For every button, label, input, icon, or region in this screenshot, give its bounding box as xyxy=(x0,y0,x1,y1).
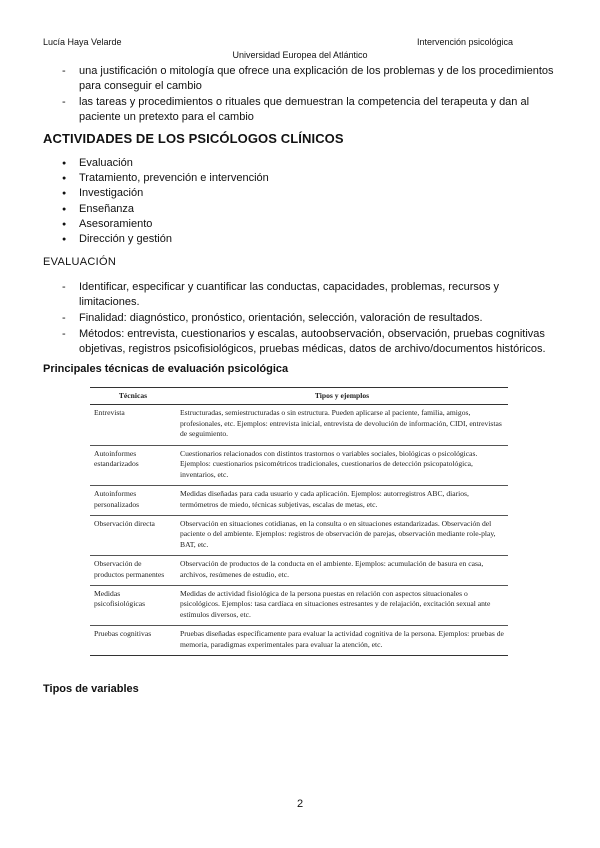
variables-heading: Tipos de variables xyxy=(43,683,139,695)
list-item: ● Asesoramiento xyxy=(62,217,269,232)
table-row xyxy=(90,515,508,556)
column-header-types: Tipos y ejemplos xyxy=(314,391,370,400)
description-cell: Observación de productos de la conducta en el ambiente. Ejemplos: acumulación de basura en casa, archivos, resúmenes de estudio, etc. xyxy=(180,559,484,579)
list-item: ● Investigación xyxy=(62,186,269,201)
technique-cell: Observación directa xyxy=(94,518,155,528)
technique-cell: Medidas psicofisiológicas xyxy=(94,588,146,609)
description-cell: Estructuradas, semiestructuradas o sin estructura. Pueden aplicarse al paciente, familia, amigos, profesionales, etc. Ejemplos: entrevista inicial, entrevista de devolución de información, CIDI, entrevistas de seguimiento. xyxy=(180,408,502,439)
evaluation-heading: EVALUACIÓN xyxy=(43,256,117,268)
list-item: - Finalidad: diagnóstico, pronóstico, orientación, selección, valoración de resultados. xyxy=(62,311,562,326)
list-item: ● Evaluación xyxy=(62,156,269,171)
header-university: Universidad Europea del Atlántico xyxy=(232,50,368,60)
list-item: ● Enseñanza xyxy=(62,202,269,217)
table-row xyxy=(90,556,508,585)
table-header-row xyxy=(90,388,508,405)
techniques-table-figure xyxy=(90,387,508,656)
description-cell: Pruebas diseñadas específicamente para evaluar la actividad cognitiva de la persona. Ejemplos: pruebas de memoria, paradigmas experimentales para evaluar la atención, etc. xyxy=(180,629,504,649)
column-header-technique: Técnicas xyxy=(118,391,148,400)
list-item: - Métodos: entrevista, cuestionarios y escalas, autoobservación, observación, pruebas cognitivas objetivas, registros psicofisiológicos, pruebas médicas, datos de archivo/documentos históricos. xyxy=(62,327,562,357)
technique-cell: Pruebas cognitivas xyxy=(94,629,152,639)
list-item: ● Tratamiento, prevención e intervención xyxy=(62,171,269,186)
technique-cell: Autoinformes estandarizados xyxy=(94,448,139,469)
activities-list xyxy=(62,156,269,247)
description-cell: Cuestionarios relacionados con distintos trastornos o variables sociales, biológicas o psicológicas. Ejemplos: cuestionarios psicométricos tradicionales, cuestionarios de detección psicopatológica, inventarios, etc. xyxy=(180,448,478,479)
description-cell: Medidas diseñadas para cada usuario y cada aplicación. Ejemplos: autorregistros ABC, diarios, termómetros de miedo, técnicas subjetivas, escalas de metas, etc. xyxy=(180,489,469,509)
evaluation-list xyxy=(62,280,562,358)
technique-cell: Entrevista xyxy=(94,408,125,418)
technique-cell: Observación de productos permanentes xyxy=(94,559,165,579)
activities-heading: ACTIVIDADES DE LOS PSICÓLOGOS CLÍNICOS xyxy=(43,131,344,146)
list-item: - las tareas y procedimientos o rituales que demuestran la competencia del terapeuta y dan al paciente un pretexto para el cambio xyxy=(62,95,562,125)
table-row xyxy=(90,486,508,515)
technique-cell: Autoinformes personalizados xyxy=(94,489,140,509)
description-cell: Medidas de actividad fisiológica de la persona puestas en relación con aspectos situacionales o psicológicos. Ejemplos: tasa cardíaca en situaciones estresantes y de relajación, excitación sexual ante estímulos diversos, etc. xyxy=(180,588,491,619)
list-item: ● Dirección y gestión xyxy=(62,232,269,247)
description-cell: Observación en situaciones cotidianas, en la consulta o en situaciones estandarizadas. Observación del paciente o del ambiente. Ejemplos: registros de observación de parejas, observación mediante role-play, BAT, etc. xyxy=(180,518,496,549)
header-subject: Intervención psicológica xyxy=(416,37,513,47)
header-author: Lucía Haya Velarde xyxy=(43,37,122,47)
techniques-heading: Principales técnicas de evaluación psicológica xyxy=(43,363,289,375)
table-row xyxy=(90,405,508,446)
techniques-table xyxy=(90,387,508,656)
table-row xyxy=(90,626,508,656)
list-item: - Identificar, especificar y cuantificar las conductas, capacidades, problemas, recursos y limitaciones. xyxy=(62,280,562,310)
page-number: 2 xyxy=(296,798,304,810)
table-row xyxy=(90,445,508,486)
list-item: - una justificación o mitología que ofrece una explicación de los problemas y de los procedimientos para conseguir el cambio xyxy=(62,64,562,94)
intro-list xyxy=(62,64,562,126)
table-row xyxy=(90,585,508,626)
